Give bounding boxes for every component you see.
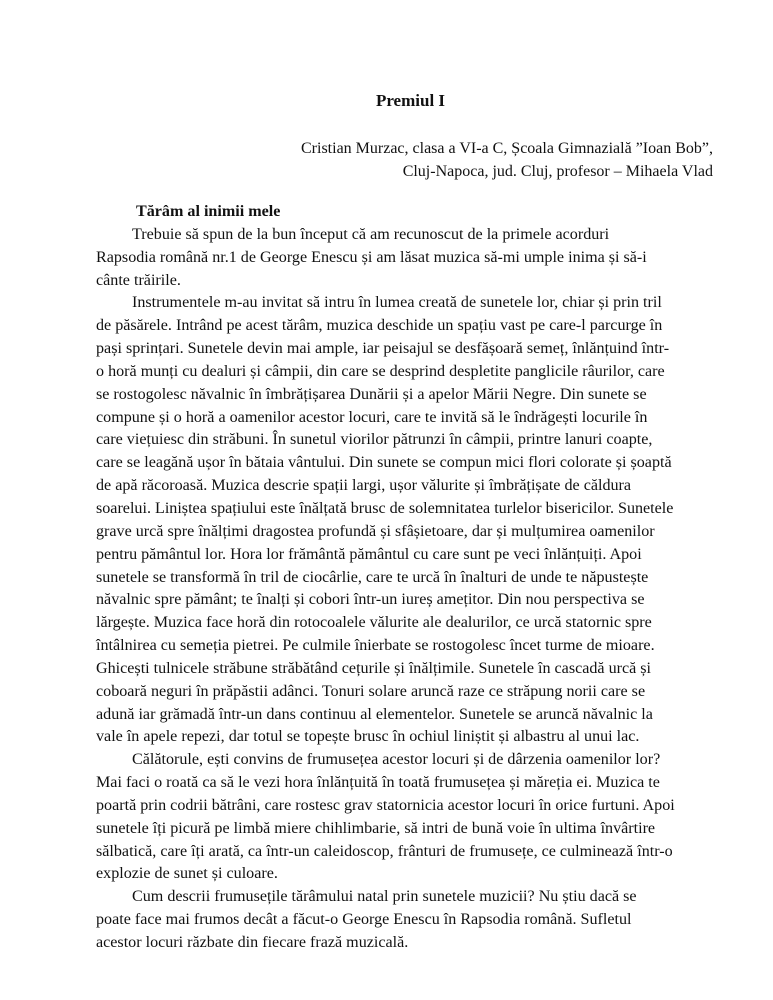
paragraph-line: poate face mai frumos decât a făcut-o George Enescu în Rapsodia română. Sufletul bbox=[96, 911, 632, 929]
paragraph-line: Trebuie să spun de la bun început că am recunoscut de la primele acorduri bbox=[132, 225, 610, 243]
paragraph-line: năvalnic spre pământ; te înalți și cobori într-un iureș amețitor. Din nou perspectiva se bbox=[96, 591, 645, 609]
document-title: Premiul I bbox=[375, 91, 446, 110]
paragraph-line: cânte trăirile. bbox=[96, 271, 181, 289]
paragraph-line: grave urcă spre înălțimi dragostea profundă și sfâșietoare, dar și mulțumirea oamenilor bbox=[96, 522, 655, 540]
paragraph-line: de păsărele. Intrând pe acest tărâm, muzica deschide un spațiu vast pe care-l parcurge în bbox=[96, 317, 663, 335]
paragraph-line: care se leagănă ușor în bătaia vântului. Din sunete se compun mici flori colorate și șoaptă bbox=[96, 454, 672, 472]
paragraph-line: întâlnirea cu semeția pietrei. Pe culmile înierbate se rostogolesc încet turme de mioare. bbox=[96, 637, 655, 655]
paragraph-line: Mai faci o roată ca să le vezi hora înlănțuită în toată frumusețea și măreția ei. Muzica te bbox=[96, 774, 660, 792]
paragraph-line: explozie de sunet și culoare. bbox=[96, 865, 278, 883]
paragraph-line: Călătorule, ești convins de frumusețea acestor locuri și de dârzenia oamenilor lor? bbox=[132, 751, 661, 769]
paragraph-line: adună iar grămadă într-un dans continuu al elementelor. Sunetele se aruncă năvalnic la bbox=[96, 705, 653, 723]
paragraph-line: coboară neguri în prăpăstii adânci. Tonuri solare aruncă raze ce străpung norii care se bbox=[96, 682, 646, 700]
paragraph-line: sunetele îți picură pe limbă miere chihlimbarie, să intri de bună voie în ultima învârtire bbox=[96, 819, 656, 837]
paragraph bbox=[96, 886, 716, 955]
article-body bbox=[96, 201, 716, 955]
paragraph-line: compune și o horă a oamenilor acestor locuri, care te invită să le îndrăgești locurile în bbox=[96, 408, 648, 426]
paragraph-line: lărgește. Muzica face horă din rotocoalele vălurite ale dealurilor, ce urcă statornic spre bbox=[96, 614, 652, 632]
paragraph-line: de apă răcoroasă. Muzica descrie spații largi, ușor vălurite și îmbrățișate de căldura bbox=[96, 477, 632, 495]
paragraph bbox=[96, 749, 716, 886]
paragraph-line: se rostogolesc năvalnic în îmbrățișarea Dunării și a apelor Mării Negre. Din sunete se bbox=[96, 385, 647, 403]
paragraph-line: Cum descrii frumusețile tărâmului natal prin sunetele muzicii? Nu știu dacă se bbox=[132, 888, 637, 906]
paragraph-line: pași sprințari. Sunetele devin mai ample, iar peisajul se desfășoară semeț, înlănțuind într- bbox=[96, 340, 670, 358]
paragraph-line: acestor locuri răzbate din fiecare frază muzicală. bbox=[96, 934, 409, 951]
author-byline bbox=[193, 137, 713, 183]
paragraph bbox=[96, 292, 716, 749]
article-heading: Tărâm al inimii mele bbox=[136, 203, 281, 220]
paragraph-line: Rapsodia română nr.1 de George Enescu și am lăsat muzica să-mi umple inima și să-i bbox=[96, 248, 647, 266]
paragraph bbox=[96, 224, 716, 293]
paragraph-line: sălbatică, care îți arată, ca într-un caleidoscop, frânturi de frumusețe, ce culminează într-o bbox=[96, 842, 673, 860]
byline-line: Cluj-Napoca, jud. Cluj, profesor – Mihaela Vlad bbox=[402, 163, 713, 180]
paragraph-line: o horă munți cu dealuri și câmpii, din care se desprind despletite panglicile râurilor, care bbox=[96, 362, 665, 380]
paragraphs-container bbox=[96, 224, 716, 955]
paragraph-line: sunetele se transformă în tril de ciocârlie, care te urcă în înalturi de unde te năpustește bbox=[96, 568, 649, 586]
byline-line: Cristian Murzac, clasa a VI-a C, Școala Gimnazială ”Ioan Bob”, bbox=[301, 140, 713, 157]
paragraph-line: vale în apele repezi, dar totul se topește brusc în ochiul liniștit și albastru al unui lac. bbox=[96, 728, 640, 746]
paragraph-line: poartă prin codrii bătrâni, care rostesc grav statornicia acestor locuri în orice furtuni. Apoi bbox=[96, 796, 675, 814]
paragraph-line: Ghicești tulnicele străbune străbătând cețurile și înălțimile. Sunetele în cascadă urcă și bbox=[96, 659, 652, 677]
paragraph-line: pentru pământul lor. Hora lor frământă pământul cu care sunt pe veci înlănțuiți. Apoi bbox=[96, 545, 642, 563]
paragraph-line: soarelui. Liniștea spațiului este înălțată brusc de solemnitatea turlelor bisericilor. Sunetele bbox=[96, 499, 674, 517]
paragraph-line: care viețuiesc din străbuni. În sunetul viorilor pătrunzi în câmpii, printre lanuri coapte, bbox=[96, 431, 653, 449]
paragraph-line: Instrumentele m-au invitat să intru în lumea creată de sunetele lor, chiar și prin tril bbox=[132, 294, 662, 312]
